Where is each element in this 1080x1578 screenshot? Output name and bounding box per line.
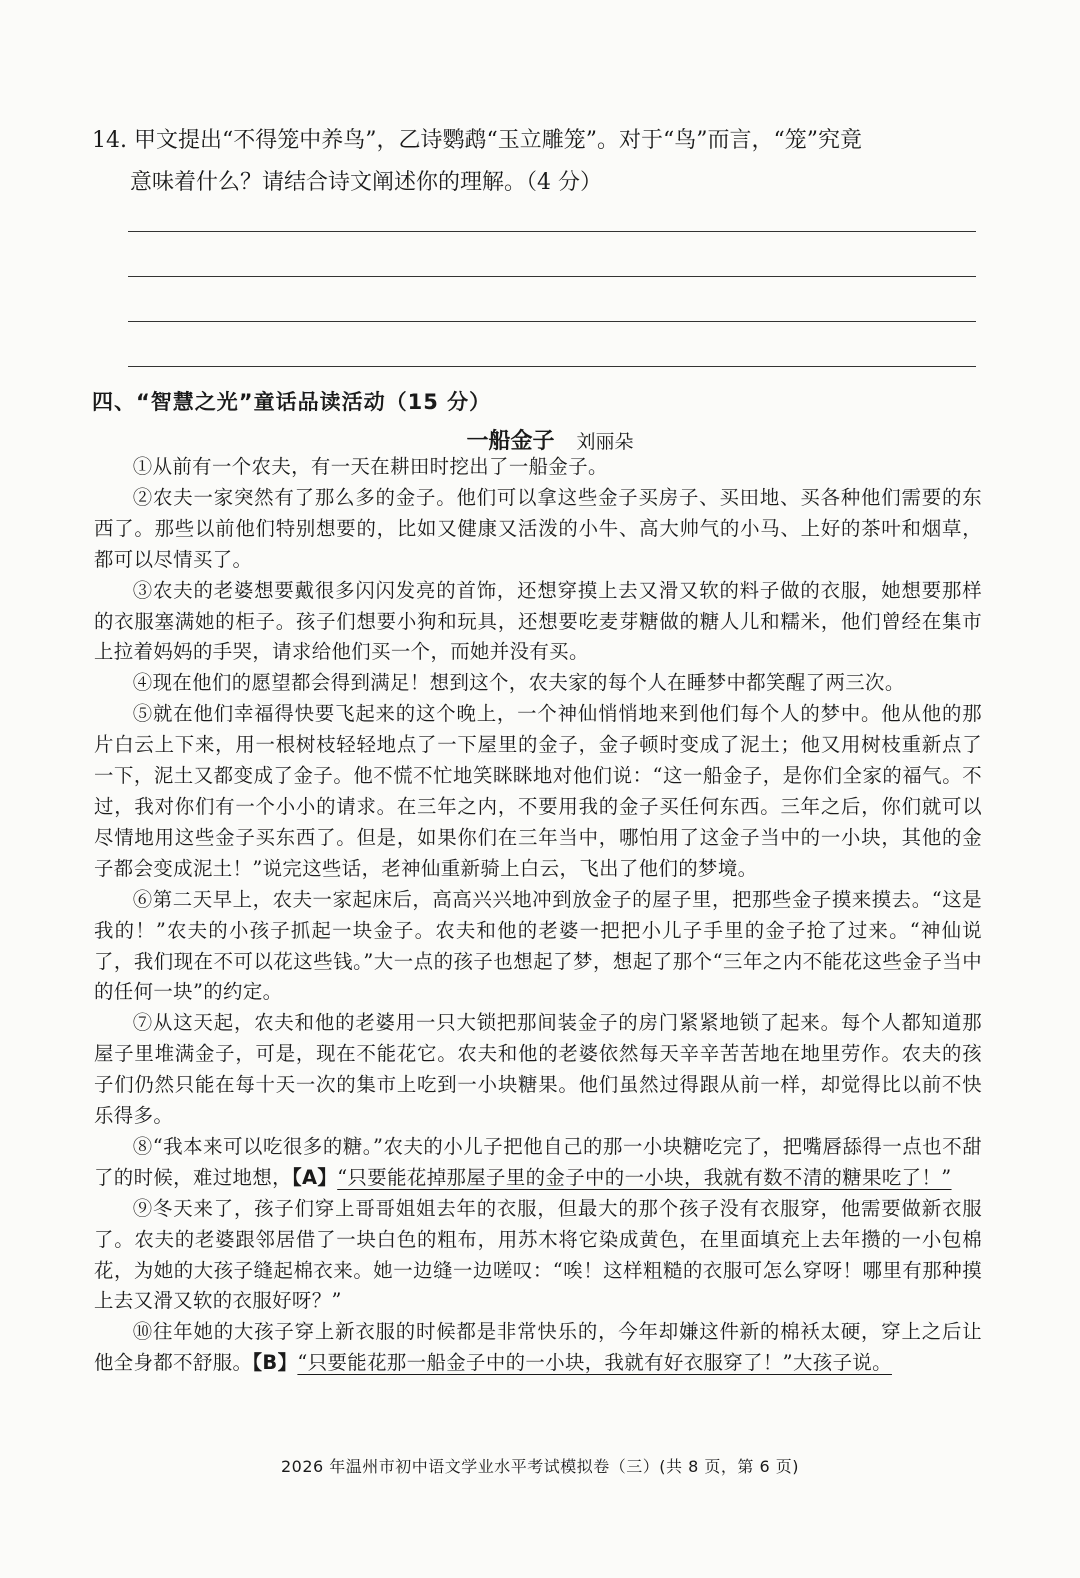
paragraph-7: ⑦从这天起，农夫和他的老婆用一只大锁把那间装金子的房门紧紧地锁了起来。每个人都知道那屋子里堆满金子，可是，现在不能花它。农夫和他的老婆依然每天辛辛苦苦地在地里劳作。农夫的孩子们仍然只能在每十天一次的集市上吃到一小块糖果。他们虽然过得跟从前一样，却觉得比以前不快乐得多。 [94, 1011, 982, 1128]
answer-line-4[interactable] [128, 366, 976, 367]
paragraph-10 [94, 1317, 982, 1379]
mark-b: 【B】 [252, 1351, 298, 1375]
paragraph-1: ①从前有一个农夫，有一天在耕田时挖出了一船金子。 [132, 455, 608, 478]
paragraph-2: ②农夫一家突然有了那么多的金子。他们可以拿这些金子买房子、买田地、买各种他们需要的东西了。那些以前他们特别想要的，比如又健康又活泼的小牛、高大帅气的小马、上好的茶叶和烟草，都可以尽情买了。 [94, 485, 982, 571]
story-body [94, 452, 982, 1379]
page-footer: 2026 年温州市初中语文学业水平考试模拟卷（三）(共 8 页，第 6 页) [281, 1457, 799, 1476]
paragraph-8 [94, 1132, 982, 1194]
paragraph-6: ⑥第二天早上，农夫一家起床后，高高兴兴地冲到放金子的屋子里，把那些金子摸来摸去。“这是我的！”农夫的小孩子抓起一块金子。农夫和他的老婆一把把小儿子手里的金子抢了过来。“神仙说了，我们现在不可以花这些钱。”大一点的孩子也想起了梦，想起了那个“三年之内不能花这些金子当中的任何一块”的约定。 [94, 887, 982, 1004]
story-title: 一船金子 [466, 429, 555, 454]
mark-a: 【A】 [291, 1165, 338, 1189]
paragraph-3: ③农夫的老婆想要戴很多闪闪发亮的首饰，还想穿摸上去又滑又软的料子做的衣服，她想要那样的衣服塞满她的柜子。孩子们想要小狗和玩具，还想要吃麦芽糖做的糖人儿和糯米，他们曾经在集市上拉着妈妈的手哭，请求给他们买一个，而她并没有买。 [94, 578, 982, 664]
story-heading [0, 424, 1080, 455]
underlined-sentence-b: “只要能花那一船金子中的一小块，我就有好衣服穿了！”大孩子说。 [297, 1351, 892, 1375]
section-four-title: 四、“智慧之光”童话品读活动（15 分） [92, 390, 492, 414]
paragraph-9: ⑨冬天来了，孩子们穿上哥哥姐姐去年的衣服，但最大的那个孩子没有衣服穿，他需要做新衣服了。农夫的老婆跟邻居借了一块白色的粗布，用苏木将它染成黄色，在里面填充上去年攒的一小包棉花，为她的大孩子缝起棉衣来。她一边缝一边嗟叹：“唉！这样粗糙的衣服可怎么穿呀！哪里有那种摸上去又滑又软的衣服好呀？” [94, 1196, 982, 1313]
answer-line-1[interactable] [128, 231, 976, 232]
paragraph-10-text: ⑩往年她的大孩子穿上新衣服的时候都是非常快乐的，今年却嫌这件新的棉袄太硬，穿上之后让他全身都不舒服。 [94, 1320, 982, 1375]
question-14-line-2: 意味着什么？请结合诗文阐述你的理解。（4 分） [130, 170, 602, 195]
story-author: 刘丽朵 [576, 431, 634, 453]
answer-line-3[interactable] [128, 321, 976, 322]
paragraph-5: ⑤就在他们幸福得快要飞起来的这个晚上，一个神仙悄悄地来到他们每个人的梦中。他从他的那片白云上下来，用一根树枝轻轻地点了一下屋里的金子，金子顿时变成了泥土；他又用树枝重新点了一下，泥土又都变成了金子。他不慌不忙地笑眯眯地对他们说：“这一船金子，是你们全家的福气。不过，我对你们有一个小小的请求。在三年之内，不要用我的金子买任何东西。三年之后，你们就可以尽情地用这些金子买东西了。但是，如果你们在三年当中，哪怕用了这金子当中的一小块，其他的金子都会变成泥土！”说完这些话，老神仙重新骑上白云，飞出了他们的梦境。 [94, 702, 982, 880]
question-14-line-1: 14. 甲文提出“不得笼中养鸟”，乙诗鹦鹉“玉立雕笼”。对于“鸟”而言，“笼”究竟 [92, 128, 862, 153]
paragraph-8-text: ⑧“我本来可以吃很多的糖。”农夫的小儿子把他自己的那一小块糖吃完了，把嘴唇舔得一点也不甜了的时候，难过地想， [94, 1134, 982, 1189]
paragraph-4: ④现在他们的愿望都会得到满足！想到这个，农夫家的每个人在睡梦中都笑醒了两三次。 [132, 671, 905, 695]
question-14 [92, 120, 982, 204]
underlined-sentence-a: “只要能花掉那屋子里的金子中的一小块，我就有数不清的糖果吃了！” [337, 1165, 952, 1189]
answer-line-2[interactable] [128, 276, 976, 277]
